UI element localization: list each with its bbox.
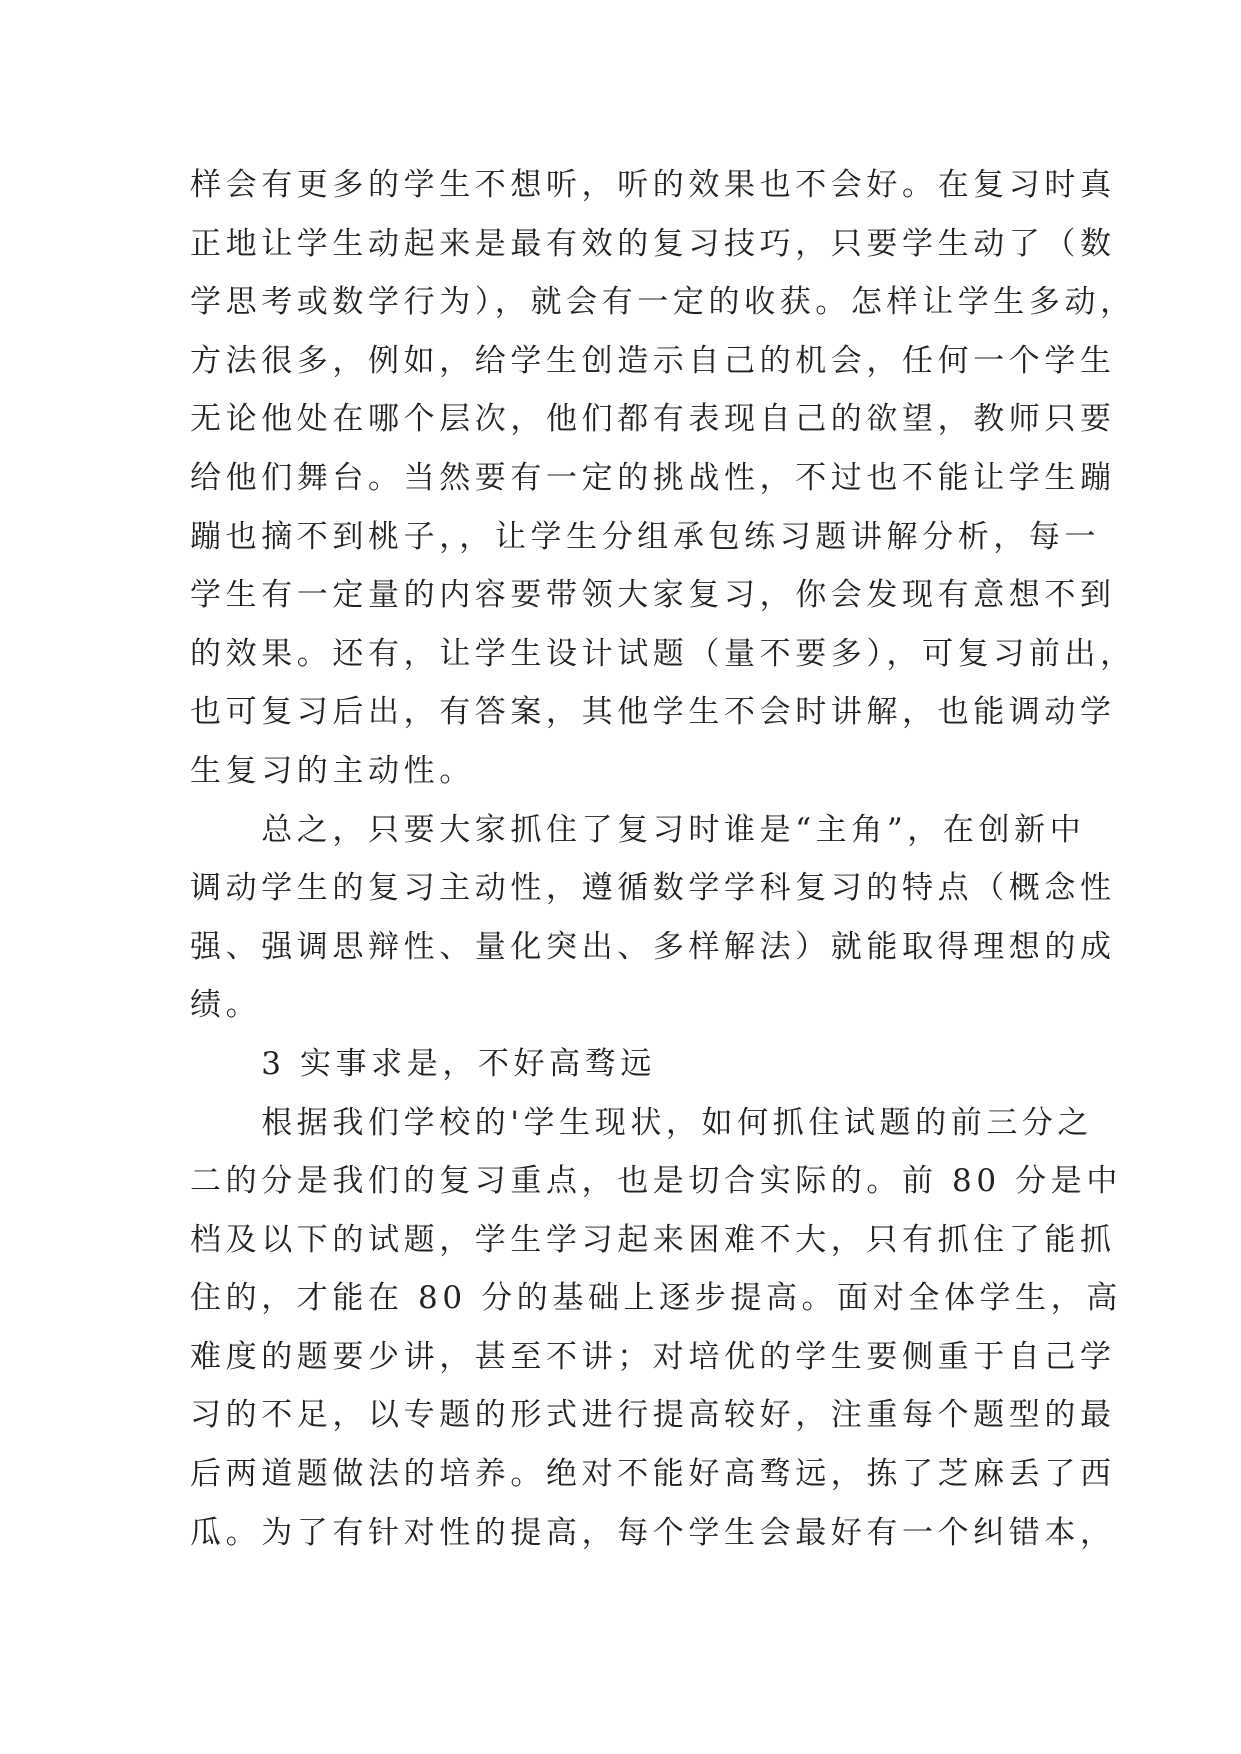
text-line: 瓜。为了有针对性的提高，每个学生会最好有一个纠错本， xyxy=(190,1514,1116,1551)
text-line: 的效果。还有，让学生设计试题（量不要多），可复习前出， xyxy=(190,635,1136,672)
text-line: 生复习的主动性。 xyxy=(190,752,475,789)
text-line: 绩。 xyxy=(190,987,262,1024)
text-line: 后两道题做法的培养。绝对不能好高骛远，拣了芝麻丢了西 xyxy=(190,1456,1116,1493)
text-line: 蹦也摘不到桃子，，让学生分组承包练习题讲解分析，每一 xyxy=(190,518,1101,555)
text-line: 正地让学生动起来是最有效的复习技巧，只要学生动了（数 xyxy=(190,225,1116,262)
text-line: 强、强调思辩性、量化突出、多样解法）就能取得理想的成 xyxy=(190,928,1116,965)
text-line: 给他们舞台。当然要有一定的挑战性，不过也不能让学生蹦 xyxy=(190,459,1116,496)
text-line: 总之，只要大家抓住了复习时谁是“主角”，在创新中 xyxy=(190,811,1086,848)
text-line: 方法很多，例如，给学生创造示自己的机会，任何一个学生 xyxy=(190,342,1116,379)
text-line: 档及以下的试题，学生学习起来困难不大，只有抓住了能抓 xyxy=(190,1221,1116,1258)
document-body xyxy=(190,156,1136,1562)
text-line: 二的分是我们的复习重点，也是切合实际的。前 80 分是中 xyxy=(190,1163,1122,1200)
text-line: 也可复习后出，有答案，其他学生不会时讲解，也能调动学 xyxy=(190,694,1116,731)
text-line: 样会有更多的学生不想听，听的效果也不会好。在复习时真 xyxy=(190,167,1116,203)
text-line: 根据我们学校的'学生现状，如何抓住试题的前三分之 xyxy=(190,1104,1094,1141)
text-line: 习的不足，以专题的形式进行提高较好，注重每个题型的最 xyxy=(190,1397,1116,1434)
text-line: 住的，才能在 80 分的基础上逐步提高。面对全体学生，高 xyxy=(190,1280,1122,1317)
section-heading: 3 实事求是，不好高骛远 xyxy=(190,1045,656,1082)
text-line: 无论他处在哪个层次，他们都有表现自己的欲望，教师只要 xyxy=(190,401,1116,438)
text-line: 难度的题要少讲，甚至不讲；对培优的学生要侧重于自己学 xyxy=(190,1338,1116,1375)
text-line: 调动学生的复习主动性，遵循数学学科复习的特点（概念性 xyxy=(190,870,1116,907)
text-line: 学生有一定量的内容要带领大家复习，你会发现有意想不到 xyxy=(190,577,1116,614)
text-line: 学思考或数学行为），就会有一定的收获。怎样让学生多动， xyxy=(190,284,1136,321)
